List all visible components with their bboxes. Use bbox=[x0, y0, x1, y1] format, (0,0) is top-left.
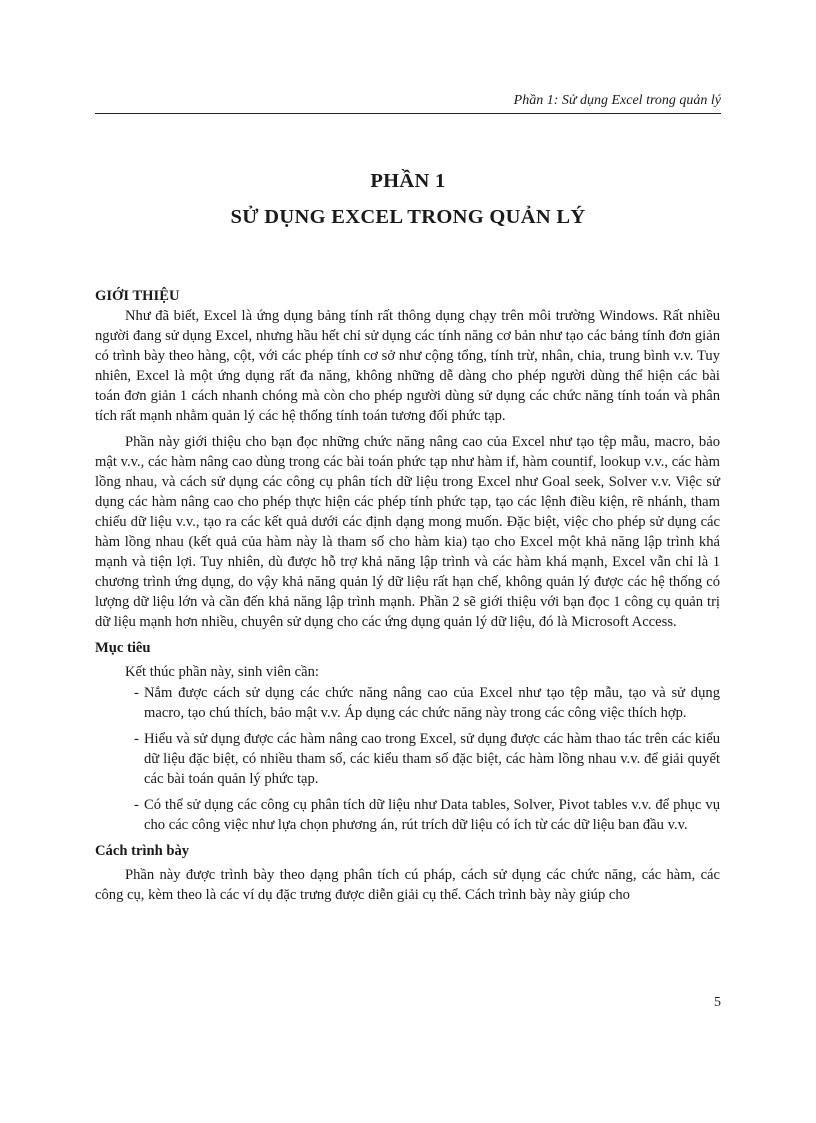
list-item bbox=[95, 683, 720, 723]
list-item bbox=[95, 795, 720, 835]
intro-paragraph-1: Như đã biết, Excel là ứng dụng bảng tính rất thông dụng chạy trên môi trường Windows. Rất nhiều người đang sử dụng Excel, nhưng hầu hết chỉ sử dụng các tính năng cơ bản như tạo các bảng tính đơn giản có trình bày theo hàng, cột, với các phép tính cơ sở như cộng tổng, tính trừ, nhân, chia, trung bình v.v. Tuy nhiên, Excel là một ứng dụng rất đa năng, không những dễ dàng cho phép người dùng thể hiện các bài toán đơn giản 1 cách nhanh chóng mà còn cho phép người dùng sử dụng các chức năng tính toán và phân tích rất mạnh nhằm quản lý các hệ thống tính toán tương đối phức tạp. bbox=[95, 308, 720, 424]
objective-text: Nắm được cách sử dụng các chức năng nâng cao của Excel như tạo tệp mẫu, tạo và sử dụng macro, tạo chú thích, bảo mật v.v. Áp dụng các chức năng này trong các công việc thích hợp. bbox=[144, 685, 720, 721]
page-title: SỬ DỤNG EXCEL TRONG QUẢN LÝ bbox=[230, 206, 586, 228]
objective-text: Hiểu và sử dụng được các hàm nâng cao trong Excel, sử dụng được các hàm thao tác trên các kiểu dữ liệu đặc biệt, có nhiều tham số, các kiểu tham số đặc biệt, các hàm lồng nhau v.v. để giải quyết các bài toán quản lý phức tạp. bbox=[144, 731, 720, 787]
intro-heading: GIỚI THIỆU bbox=[95, 288, 180, 304]
bullet-dash: - bbox=[134, 731, 139, 747]
intro-paragraph-2: Phần này giới thiệu cho bạn đọc những chức năng nâng cao của Excel như tạo tệp mẫu, macro, bảo mật v.v., các hàm nâng cao dùng trong các bài toán phức tạp như hàm if, hàm countif, lookup v.v., các hàm lồng nhau, và cách sử dụng các công cụ phân tích dữ liệu trong Excel như Goal seek, Solver v.v. Việc sử dụng các hàm nâng cao cho phép thực hiện các phép tính phức tạp, tạo các lệnh điều kiện, rẽ nhánh, tham chiếu dữ liệu v.v., tạo ra các kết quả dưới các định dạng mong muốn. Đặc biệt, việc cho phép sử dụng các hàm lồng nhau (kết quả của hàm này là tham số cho hàm kia) tạo cho Excel một khả năng lập trình khá mạnh và tiện lợi. Tuy nhiên, dù được hỗ trợ khả năng lập trình và các hàm khá mạnh, Excel vẫn chỉ là 1 chương trình ứng dụng, do vậy khả năng quản lý dữ liệu rất hạn chế, không quản lý được các hệ thống có lượng dữ liệu lớn và cần đến khả năng lập trình mạnh. Phần 2 sẽ giới thiệu với bạn đọc 1 công cụ quản trị dữ liệu mạnh hơn nhiều, chuyên sử dụng cho các ứng dụng quản lý dữ liệu, đó là Microsoft Access. bbox=[95, 434, 720, 630]
part-title: PHẦN 1 bbox=[370, 170, 446, 192]
list-item bbox=[95, 729, 720, 789]
objective-text: Có thể sử dụng các công cụ phân tích dữ liệu như Data tables, Solver, Pivot tables v.v. để phục vụ cho các công việc như lựa chọn phương án, rút trích dữ liệu có ích từ các dữ liệu ban đầu v.v. bbox=[144, 797, 720, 833]
bullet-dash: - bbox=[134, 685, 139, 701]
objectives-lead: Kết thúc phần này, sinh viên cần: bbox=[125, 664, 319, 680]
document-body bbox=[95, 286, 720, 905]
title-block bbox=[0, 170, 816, 229]
bullet-dash: - bbox=[134, 797, 139, 813]
presentation-paragraph: Phần này được trình bày theo dạng phân tích cú pháp, cách sử dụng các chức năng, các hàm, các công cụ, kèm theo là các ví dụ đặc trưng được diễn giải cụ thể. Cách trình bày này giúp cho bbox=[95, 867, 720, 903]
objectives-list bbox=[95, 683, 720, 835]
presentation-heading: Cách trình bày bbox=[95, 843, 190, 859]
header-rule bbox=[95, 113, 721, 114]
running-header: Phần 1: Sử dụng Excel trong quản lý bbox=[513, 93, 721, 108]
objectives-heading: Mục tiêu bbox=[95, 640, 151, 656]
page-number: 5 bbox=[714, 995, 721, 1010]
